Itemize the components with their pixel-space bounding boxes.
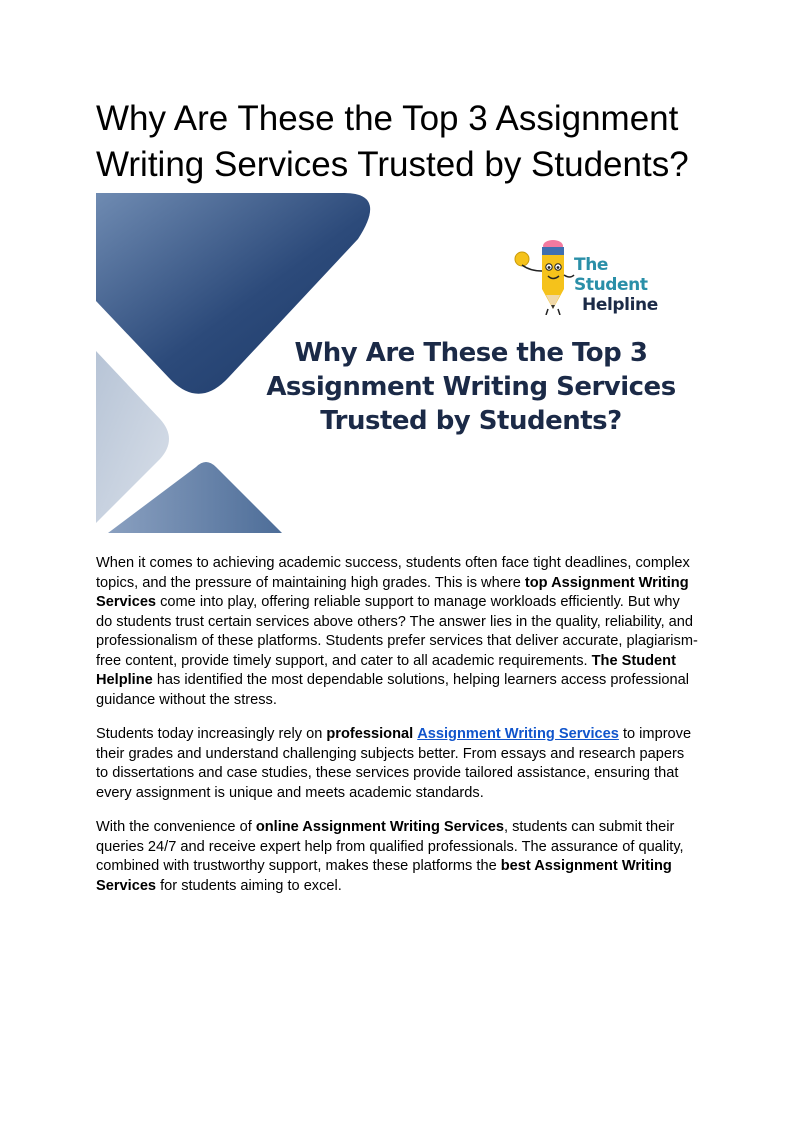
text-run: has identified the most dependable solutions, helping learners access professional guidance without the stress. [96, 672, 690, 708]
text-run: With the convenience of [96, 819, 256, 835]
text-run: , students can submit their queries 24/7 and receive expert help from qualified professionals. The assurance of quality, combined with trustworthy support, makes these platforms the [96, 819, 684, 874]
paragraph-professional [96, 725, 700, 803]
bold-text: online Assignment Writing Services [255, 819, 504, 835]
page-title: Why Are These the Top 3 Assignment Writing Services Trusted by Students? [96, 99, 689, 184]
text-run: Students today increasingly rely on [96, 726, 327, 742]
pencil-mascot-icon [508, 235, 578, 315]
brand-name [574, 255, 678, 315]
text-run: to improve their grades and understand challenging subjects better. From essays and research papers to dissertations and case studies, these services provide tailored assistance, ensuring that every assignment is unique and meets academic standards. [96, 726, 692, 801]
bold-text: professional [326, 726, 414, 742]
bold-text: top Assignment Writing Services [96, 574, 689, 610]
hero-title-line2: Assignment Writing Services [266, 372, 676, 402]
article-body [96, 554, 700, 911]
text-run: come into play, offering reliable support to manage workloads efficiently. But why do students trust certain services above others? The answer lies in the quality, reliability, and professionalism of these platforms. Students prefer services that deliver accurate, plagiarism-free content, provide timely support, and cater to all academic requirements. [96, 594, 698, 669]
assignment-writing-services-link[interactable]: Assignment Writing Services [417, 726, 619, 742]
paragraph-online [96, 818, 700, 896]
hero-banner-image [96, 193, 699, 533]
bold-text: The Student Helpline [96, 652, 676, 688]
paragraph-intro [96, 554, 700, 710]
text-run: for students aiming to excel. [156, 877, 342, 894]
bold-text: best Assignment Writing Services [96, 858, 672, 894]
text-run: When it comes to achieving academic success, students often face tight deadlines, complex topics, and the pressure of maintaining high grades. This is where [96, 555, 690, 591]
hero-title-line3: Trusted by Students? [320, 406, 622, 436]
brand-name-line1: The Student [574, 255, 648, 295]
hero-title-line1: Why Are These the Top 3 [294, 338, 648, 368]
hero-title [256, 336, 686, 438]
brand-logo [508, 235, 678, 315]
brand-name-line2: Helpline [582, 295, 658, 315]
